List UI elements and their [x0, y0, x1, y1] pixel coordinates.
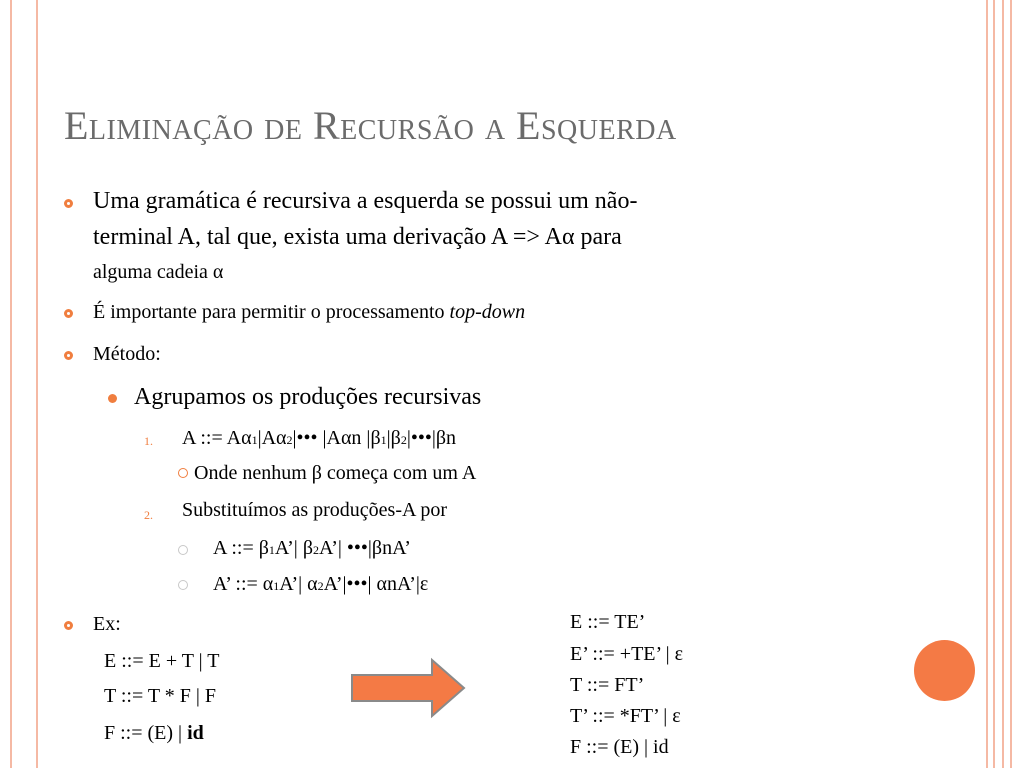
bullet-2-italic: top-down	[449, 301, 526, 323]
right-arrow-icon	[350, 657, 468, 719]
example-label: Ex:	[93, 613, 121, 635]
example-right-line-1: E ::= TE’	[570, 611, 646, 633]
item-1-note: Onde nenhum β começa com um A	[194, 462, 477, 484]
bullet-1-line-2: terminal A, tal que, exista uma derivação A => Aα para	[93, 224, 622, 250]
bullet-icon	[64, 309, 73, 318]
sub-sub-bullet-icon	[178, 580, 188, 590]
right-border-line-3	[1002, 0, 1004, 768]
right-border-line-2	[993, 0, 995, 768]
bullet-2	[93, 301, 525, 324]
left-border-line-2	[36, 0, 38, 768]
rule-2: A’ ::= α1A’| α2A’|•••| αnA’|ε	[213, 573, 429, 595]
slide-title: Eliminação de Recursão a Esquerda	[64, 103, 677, 148]
item-2: Substituímos as produções-A por	[182, 499, 447, 521]
right-border-line-4	[1010, 0, 1012, 768]
example-right-line-2: E’ ::= +TE’ | ε	[570, 643, 684, 665]
rule-1: A ::= β1A’| β2A’| •••|βnA’	[213, 537, 411, 559]
number-1: 1.	[144, 434, 153, 448]
decorative-circle	[914, 640, 975, 701]
example-right-line-5: F ::= (E) | id	[570, 736, 669, 758]
bullet-2-text: É importante para permitir o processamento	[93, 301, 450, 323]
sub-bullet-1: Agrupamos os produções recursivas	[134, 384, 482, 410]
sub-bullet-icon	[108, 394, 117, 403]
sub-sub-bullet-icon	[178, 468, 188, 478]
bullet-icon	[64, 621, 73, 630]
example-left-line-2: T ::= T * F | F	[104, 685, 216, 707]
example-right-line-4: T’ ::= *FT’ | ε	[570, 705, 681, 727]
bullet-3: Método:	[93, 343, 161, 365]
bullet-1-line-1: Uma gramática é recursiva a esquerda se possui um não-	[93, 188, 638, 214]
sub-sub-bullet-icon	[178, 545, 188, 555]
example-left-line-1: E ::= E + T | T	[104, 650, 220, 672]
example-left-line-3: F ::= (E) | id	[104, 722, 204, 744]
number-2: 2.	[144, 508, 153, 522]
bullet-icon	[64, 351, 73, 360]
example-right-line-3: T ::= FT’	[570, 674, 645, 696]
left-border-line	[10, 0, 12, 768]
bullet-1-line-3: alguma cadeia α	[93, 261, 224, 283]
item-1: A ::= Aα1|Aα2|••• |Aαn |β1|β2|•••|βn	[182, 427, 457, 449]
bullet-icon	[64, 199, 73, 208]
right-border-line	[986, 0, 988, 768]
